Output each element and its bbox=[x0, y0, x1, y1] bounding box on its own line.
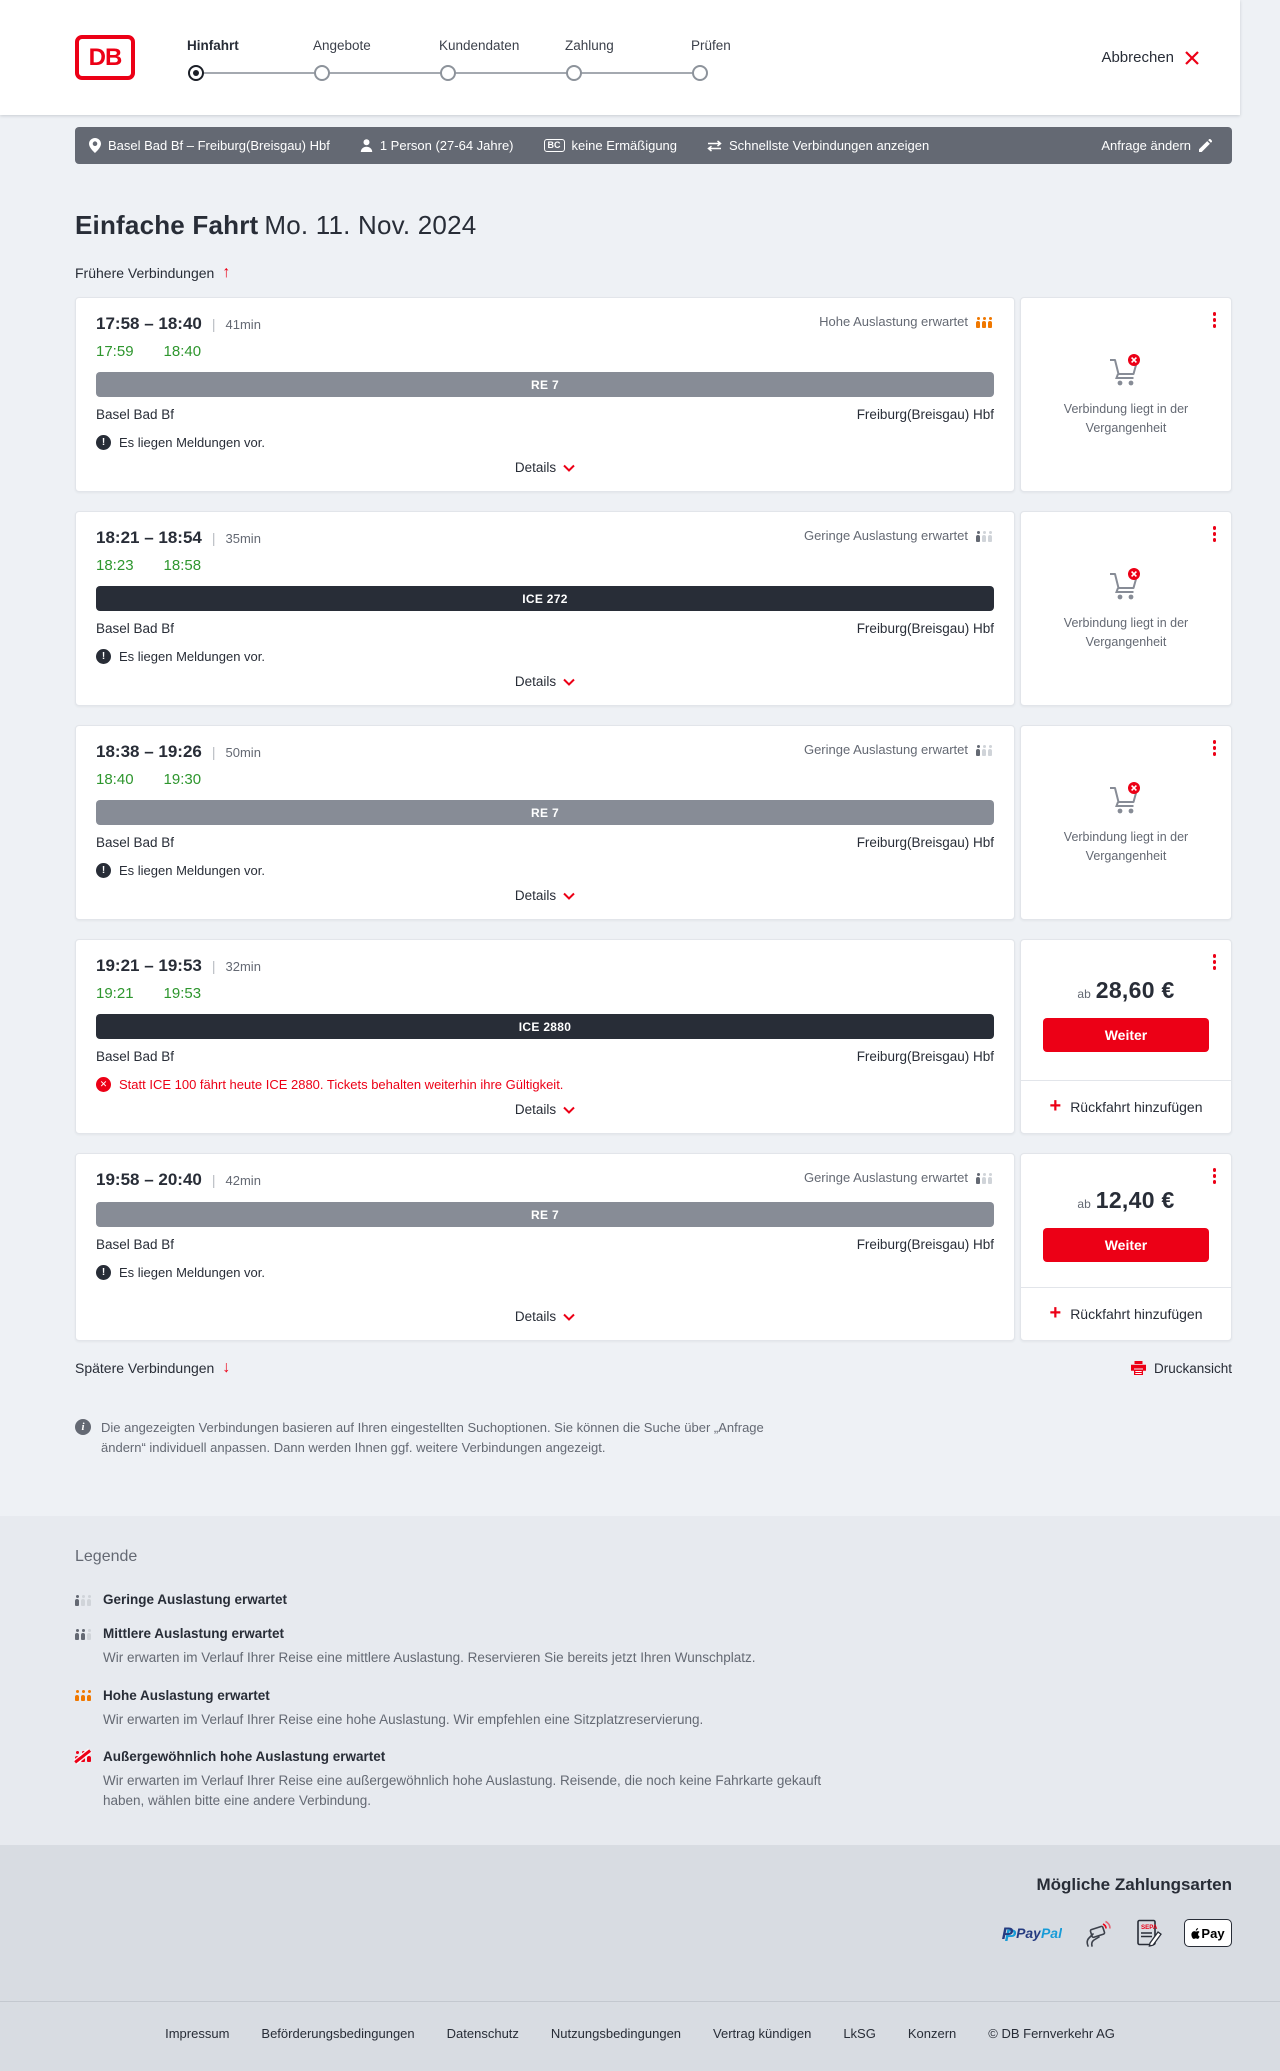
earlier-connections-link[interactable]: Frühere Verbindungen ↑ bbox=[75, 264, 231, 281]
price-panel bbox=[1021, 1154, 1231, 1340]
note-text: Es liegen Meldungen vor. bbox=[119, 435, 265, 450]
connection-note bbox=[96, 435, 994, 450]
search-summary-bar bbox=[75, 127, 1232, 164]
connection-card: 18:21 – 18:54 | 35min Geringe Auslastung erwartet 18:23 18:58 ICE 272 Basel Bad Bf Freiburg(Breisgau) Hbf ! Es liegen Meldungen vor. Details bbox=[75, 511, 1015, 706]
time-range: 17:58 – 18:40 bbox=[96, 314, 202, 333]
details-toggle[interactable]: Details bbox=[511, 664, 579, 693]
details-toggle[interactable]: Details bbox=[511, 450, 579, 479]
bahncard-badge-icon: BC bbox=[544, 139, 565, 152]
past-connection-text: Verbindung liegt in der Vergangenheit bbox=[1063, 401, 1189, 435]
destination-station: Freiburg(Breisgau) Hbf bbox=[856, 407, 994, 422]
stepper-step[interactable] bbox=[187, 38, 313, 81]
add-return-trip-button[interactable]: + Rückfahrt hinzufügen bbox=[1021, 1288, 1231, 1340]
warning-icon: ! bbox=[96, 863, 111, 878]
past-connection-panel bbox=[1021, 298, 1231, 491]
summary-route-text: Basel Bad Bf – Freiburg(Breisgau) Hbf bbox=[108, 138, 330, 153]
arrow-up-icon: ↑ bbox=[222, 264, 231, 281]
legend-item-label: Hohe Auslastung erwartet bbox=[103, 1687, 270, 1703]
footer-link[interactable]: Nutzungsbedingungen bbox=[550, 2026, 682, 2042]
legend-item bbox=[75, 1592, 1232, 1607]
realtime-arrival: 19:30 bbox=[163, 771, 202, 788]
chevron-down-icon bbox=[563, 464, 575, 472]
travel-date: Mo. 11. Nov. 2024 bbox=[264, 210, 477, 240]
stepper-step-label: Zahlung bbox=[565, 38, 614, 53]
connection-row bbox=[75, 725, 1232, 920]
destination-station: Freiburg(Breisgau) Hbf bbox=[856, 621, 994, 636]
time-range: 18:38 – 19:26 bbox=[96, 742, 202, 761]
destination-station: Freiburg(Breisgau) Hbf bbox=[856, 1049, 994, 1064]
trip-type-title: Einfache Fahrt bbox=[75, 210, 259, 240]
occupancy-icon bbox=[75, 1750, 93, 1762]
summary-discount-text: keine Ermäßigung bbox=[571, 138, 678, 153]
footer-link[interactable]: Datenschutz bbox=[446, 2026, 519, 2042]
legend-list bbox=[75, 1592, 1232, 1811]
legend-item bbox=[75, 1749, 1232, 1812]
stepper-step-label: Angebote bbox=[313, 38, 371, 53]
connection-side-panel bbox=[1020, 725, 1232, 920]
summary-route bbox=[89, 138, 330, 153]
legend-item-label: Geringe Auslastung erwartet bbox=[103, 1592, 288, 1608]
footer-links bbox=[0, 2026, 1280, 2041]
time-range: 18:21 – 18:54 bbox=[96, 528, 202, 547]
print-view-link[interactable]: Druckansicht bbox=[1131, 1361, 1232, 1376]
chevron-down-icon bbox=[563, 1106, 575, 1114]
girocard-contactless-icon bbox=[1084, 1919, 1114, 1947]
warning-icon: ! bbox=[96, 435, 111, 450]
payment-methods bbox=[75, 1919, 1232, 1947]
duration: 41min bbox=[225, 317, 261, 332]
summary-passengers-text: 1 Person (27-64 Jahre) bbox=[379, 138, 514, 153]
origin-station: Basel Bad Bf bbox=[96, 1237, 175, 1252]
plus-icon: + bbox=[1049, 1302, 1062, 1324]
destination-station: Freiburg(Breisgau) Hbf bbox=[856, 1237, 994, 1252]
realtime-departure: 17:59 bbox=[96, 343, 134, 360]
cart-crossed-icon bbox=[1106, 352, 1146, 388]
connection-card: 18:38 – 19:26 | 50min Geringe Auslastung erwartet 18:40 19:30 RE 7 Basel Bad Bf Freiburg(Breisgau) Hbf ! Es liegen Meldungen vor. Details bbox=[75, 725, 1015, 920]
occupancy-label: Geringe Auslastung erwartet bbox=[803, 528, 968, 543]
stepper-step[interactable] bbox=[565, 38, 691, 81]
legend-item-label: Außergewöhnlich hohe Auslastung erwartet bbox=[103, 1748, 386, 1764]
footer-copyright: © DB Fernverkehr AG bbox=[988, 2026, 1115, 2042]
plus-icon: + bbox=[1049, 1095, 1062, 1117]
summary-passengers bbox=[360, 138, 514, 153]
note-text: Es liegen Meldungen vor. bbox=[119, 649, 265, 664]
pencil-icon bbox=[1199, 139, 1212, 152]
occupancy-indicator bbox=[804, 528, 994, 543]
occupancy-label: Geringe Auslastung erwartet bbox=[803, 742, 968, 757]
realtime-times bbox=[96, 557, 994, 574]
footer-link[interactable]: Beförderungsbedingungen bbox=[261, 2026, 415, 2042]
stepper-step-label: Hinfahrt bbox=[187, 38, 239, 53]
occupancy-label: Geringe Auslastung erwartet bbox=[803, 1170, 968, 1185]
past-connection-text: Verbindung liegt in der Vergangenheit bbox=[1063, 829, 1189, 863]
chevron-down-icon bbox=[563, 1313, 575, 1321]
connection-side-panel bbox=[1020, 511, 1232, 706]
price-value: 12,40 € bbox=[1095, 1187, 1175, 1213]
origin-station: Basel Bad Bf bbox=[96, 407, 175, 422]
train-segment-bar[interactable]: RE 7 bbox=[96, 800, 994, 825]
arrow-down-icon: ↓ bbox=[222, 1359, 231, 1376]
duration: 32min bbox=[225, 959, 261, 974]
train-segment-bar[interactable]: RE 7 bbox=[96, 372, 994, 397]
results-section bbox=[0, 115, 1280, 1516]
footer bbox=[0, 2001, 1280, 2071]
connection-list bbox=[75, 297, 1232, 1341]
svg-text:SEPA: SEPA bbox=[1141, 1924, 1158, 1932]
price-panel bbox=[1021, 940, 1231, 1133]
summary-sort bbox=[707, 138, 929, 153]
warning-icon: ! bbox=[96, 649, 111, 664]
occupancy-icon bbox=[976, 744, 994, 756]
realtime-times bbox=[96, 343, 994, 360]
connection-note bbox=[96, 863, 994, 878]
add-return-trip-button[interactable]: + Rückfahrt hinzufügen bbox=[1021, 1081, 1231, 1133]
connection-note bbox=[96, 1077, 994, 1092]
legend-item-description: Wir erwarten im Verlauf Ihrer Reise eine mittlere Auslastung. Reservieren Sie bereits jetzt Ihren Wunschplatz. bbox=[103, 1650, 756, 1666]
connection-side-panel bbox=[1020, 939, 1232, 1134]
footer-link[interactable]: LkSG bbox=[843, 2026, 876, 2042]
note-text: Statt ICE 100 fährt heute ICE 2880. Tickets behalten weiterhin ihre Gültigkeit. bbox=[119, 1077, 564, 1092]
db-logo-text: DB bbox=[88, 43, 122, 71]
connection-side-panel bbox=[1020, 297, 1232, 492]
kebab-menu-button[interactable] bbox=[1209, 522, 1221, 546]
realtime-times bbox=[96, 771, 994, 788]
occupancy-icon bbox=[75, 1689, 93, 1701]
connection-row bbox=[75, 939, 1232, 1134]
connection-note bbox=[96, 1265, 994, 1280]
past-connection-panel bbox=[1021, 726, 1231, 919]
payment-title: Mögliche Zahlungsarten bbox=[1036, 1875, 1232, 1895]
kebab-menu-button[interactable] bbox=[1209, 736, 1221, 760]
summary-sort-text: Schnellste Verbindungen anzeigen bbox=[729, 138, 930, 153]
stepper-step-circle bbox=[188, 65, 204, 81]
connection-row bbox=[75, 297, 1232, 492]
continue-button[interactable]: Weiter bbox=[1043, 1018, 1209, 1052]
destination-station: Freiburg(Breisgau) Hbf bbox=[856, 835, 994, 850]
stepper-step-label: Kundendaten bbox=[439, 38, 520, 53]
price: ab 28,60 € bbox=[1077, 976, 1175, 1003]
swap-arrows-icon bbox=[707, 140, 722, 152]
legend-title: Legende bbox=[75, 1548, 138, 1566]
details-toggle[interactable]: Details bbox=[511, 1092, 579, 1121]
stepper-step-circle bbox=[314, 65, 330, 81]
kebab-menu-button[interactable] bbox=[1209, 308, 1221, 332]
stepper-step-label: Prüfen bbox=[691, 38, 731, 53]
checkout-stepper bbox=[187, 38, 817, 81]
location-pin-icon bbox=[89, 138, 101, 153]
connection-card: 19:21 – 19:53 | 32min 19:21 19:53 ICE 2880 Basel Bad Bf Freiburg(Breisgau) Hbf ✕ Statt ICE 100 fährt heute ICE 2880. Tickets behalten weiterhin ihre Gültigkeit. Details bbox=[75, 939, 1015, 1134]
occupancy-icon bbox=[976, 316, 994, 328]
realtime-times bbox=[96, 985, 994, 1002]
paypal-logo: P P PayPal bbox=[1002, 1925, 1062, 1942]
origin-station: Basel Bad Bf bbox=[96, 1049, 175, 1064]
stepper-step[interactable] bbox=[313, 38, 439, 81]
train-segment-bar[interactable]: ICE 272 bbox=[96, 586, 994, 611]
cancel-button[interactable] bbox=[1095, 48, 1206, 67]
apple-pay-logo: Pay bbox=[1184, 1919, 1232, 1947]
app-header bbox=[0, 0, 1240, 115]
legend-item bbox=[75, 1626, 1232, 1668]
legend-item bbox=[75, 1688, 1232, 1730]
connection-row bbox=[75, 511, 1232, 706]
sepa-direct-debit-icon bbox=[1136, 1919, 1162, 1947]
occupancy-icon bbox=[75, 1628, 93, 1640]
footer-link[interactable]: Impressum bbox=[165, 2026, 230, 2042]
time-range: 19:21 – 19:53 bbox=[96, 956, 202, 975]
realtime-arrival: 18:58 bbox=[163, 557, 202, 574]
change-request-button[interactable]: Anfrage ändern bbox=[1095, 137, 1218, 154]
duration: 50min bbox=[225, 745, 261, 760]
occupancy-indicator bbox=[819, 314, 994, 329]
info-icon: i bbox=[75, 1419, 91, 1435]
duration: 42min bbox=[225, 1173, 261, 1188]
cart-crossed-icon bbox=[1106, 780, 1146, 816]
legend-item-label: Mittlere Auslastung erwartet bbox=[103, 1626, 285, 1642]
chevron-down-icon bbox=[563, 678, 575, 686]
page-bottom bbox=[0, 1845, 1280, 2071]
printer-icon bbox=[1131, 1361, 1146, 1375]
connection-note bbox=[96, 649, 994, 664]
footer-link[interactable]: Konzern bbox=[907, 2026, 957, 2042]
price: ab 12,40 € bbox=[1077, 1187, 1175, 1213]
occupancy-icon bbox=[75, 1594, 93, 1606]
cart-crossed-icon bbox=[1106, 566, 1146, 602]
past-connection-panel bbox=[1021, 512, 1231, 705]
kebab-menu-button[interactable] bbox=[1209, 950, 1221, 974]
summary-discount bbox=[544, 138, 678, 153]
stepper-step-circle bbox=[692, 65, 708, 81]
origin-station: Basel Bad Bf bbox=[96, 835, 175, 850]
db-logo bbox=[75, 35, 135, 80]
legend-section bbox=[0, 1516, 1280, 1845]
origin-station: Basel Bad Bf bbox=[96, 621, 175, 636]
legend-item-description: Wir erwarten im Verlauf Ihrer Reise eine hohe Auslastung. Wir empfehlen eine Sitzplatzreservierung. bbox=[103, 1711, 704, 1727]
time-range: 19:58 – 20:40 bbox=[96, 1170, 202, 1189]
search-info-text: Die angezeigten Verbindungen basieren auf Ihren eingestellten Suchoptionen. Sie können die Suche über „Anfrage ändern“ individuell anpassen. Dann werden Ihnen ggf. weitere Verbindungen angezeigt. bbox=[101, 1420, 764, 1456]
occupancy-icon bbox=[976, 530, 994, 542]
realtime-arrival: 18:40 bbox=[163, 343, 202, 360]
kebab-menu-button[interactable] bbox=[1209, 1164, 1221, 1188]
connection-card: 17:58 – 18:40 | 41min Hohe Auslastung erwartet 17:59 18:40 RE 7 Basel Bad Bf Freiburg(Breisgau) Hbf ! Es liegen Meldungen vor. Details bbox=[75, 297, 1015, 492]
duration: 35min bbox=[225, 531, 261, 546]
connection-side-panel bbox=[1020, 1153, 1232, 1341]
occupancy-indicator bbox=[804, 1170, 994, 1185]
page-title bbox=[75, 210, 1232, 241]
occupancy-icon bbox=[976, 1172, 994, 1184]
footer-link[interactable]: Vertrag kündigen bbox=[713, 2026, 812, 2042]
later-connections-link[interactable]: Spätere Verbindungen ↓ bbox=[75, 1359, 231, 1376]
train-segment-bar[interactable]: ICE 2880 bbox=[96, 1014, 994, 1039]
continue-button[interactable]: Weiter bbox=[1043, 1228, 1209, 1262]
past-connection-text: Verbindung liegt in der Vergangenheit bbox=[1063, 615, 1189, 649]
connection-row bbox=[75, 1153, 1232, 1341]
realtime-arrival: 19:53 bbox=[163, 985, 202, 1002]
search-info-note bbox=[75, 1418, 1232, 1458]
warning-icon: ! bbox=[96, 1265, 111, 1280]
note-text: Es liegen Meldungen vor. bbox=[119, 863, 265, 878]
price-value: 28,60 € bbox=[1095, 976, 1175, 1003]
realtime-departure: 19:21 bbox=[96, 985, 134, 1002]
close-icon bbox=[1184, 50, 1200, 66]
stepper-step[interactable] bbox=[691, 38, 817, 81]
realtime-departure: 18:40 bbox=[96, 771, 134, 788]
stepper-step-circle bbox=[566, 65, 582, 81]
realtime-departure: 18:23 bbox=[96, 557, 134, 574]
occupancy-indicator bbox=[804, 742, 994, 757]
person-icon bbox=[360, 139, 373, 152]
train-segment-bar[interactable]: RE 7 bbox=[96, 1202, 994, 1227]
connection-card: 19:58 – 20:40 | 42min Geringe Auslastung erwartet RE 7 Basel Bad Bf Freiburg(Breisgau) Hbf ! Es liegen Meldungen vor. Details bbox=[75, 1153, 1015, 1341]
payment-section bbox=[0, 1845, 1280, 1947]
note-text: Es liegen Meldungen vor. bbox=[119, 1265, 265, 1280]
stepper-step-circle bbox=[440, 65, 456, 81]
cancel-label: Abbrechen bbox=[1101, 49, 1174, 66]
stepper-step[interactable] bbox=[439, 38, 565, 81]
chevron-down-icon bbox=[563, 892, 575, 900]
details-toggle[interactable]: Details bbox=[511, 878, 579, 907]
legend-item-description: Wir erwarten im Verlauf Ihrer Reise eine außergewöhnlich hohe Auslastung. Reisende, die noch keine Fahrkarte gekauft haben, wählen bitte eine andere Verbindung. bbox=[103, 1772, 822, 1809]
details-toggle[interactable]: Details bbox=[511, 1299, 579, 1328]
error-icon: ✕ bbox=[96, 1077, 111, 1092]
apple-icon bbox=[1191, 1928, 1200, 1939]
occupancy-label: Hohe Auslastung erwartet bbox=[819, 314, 968, 329]
